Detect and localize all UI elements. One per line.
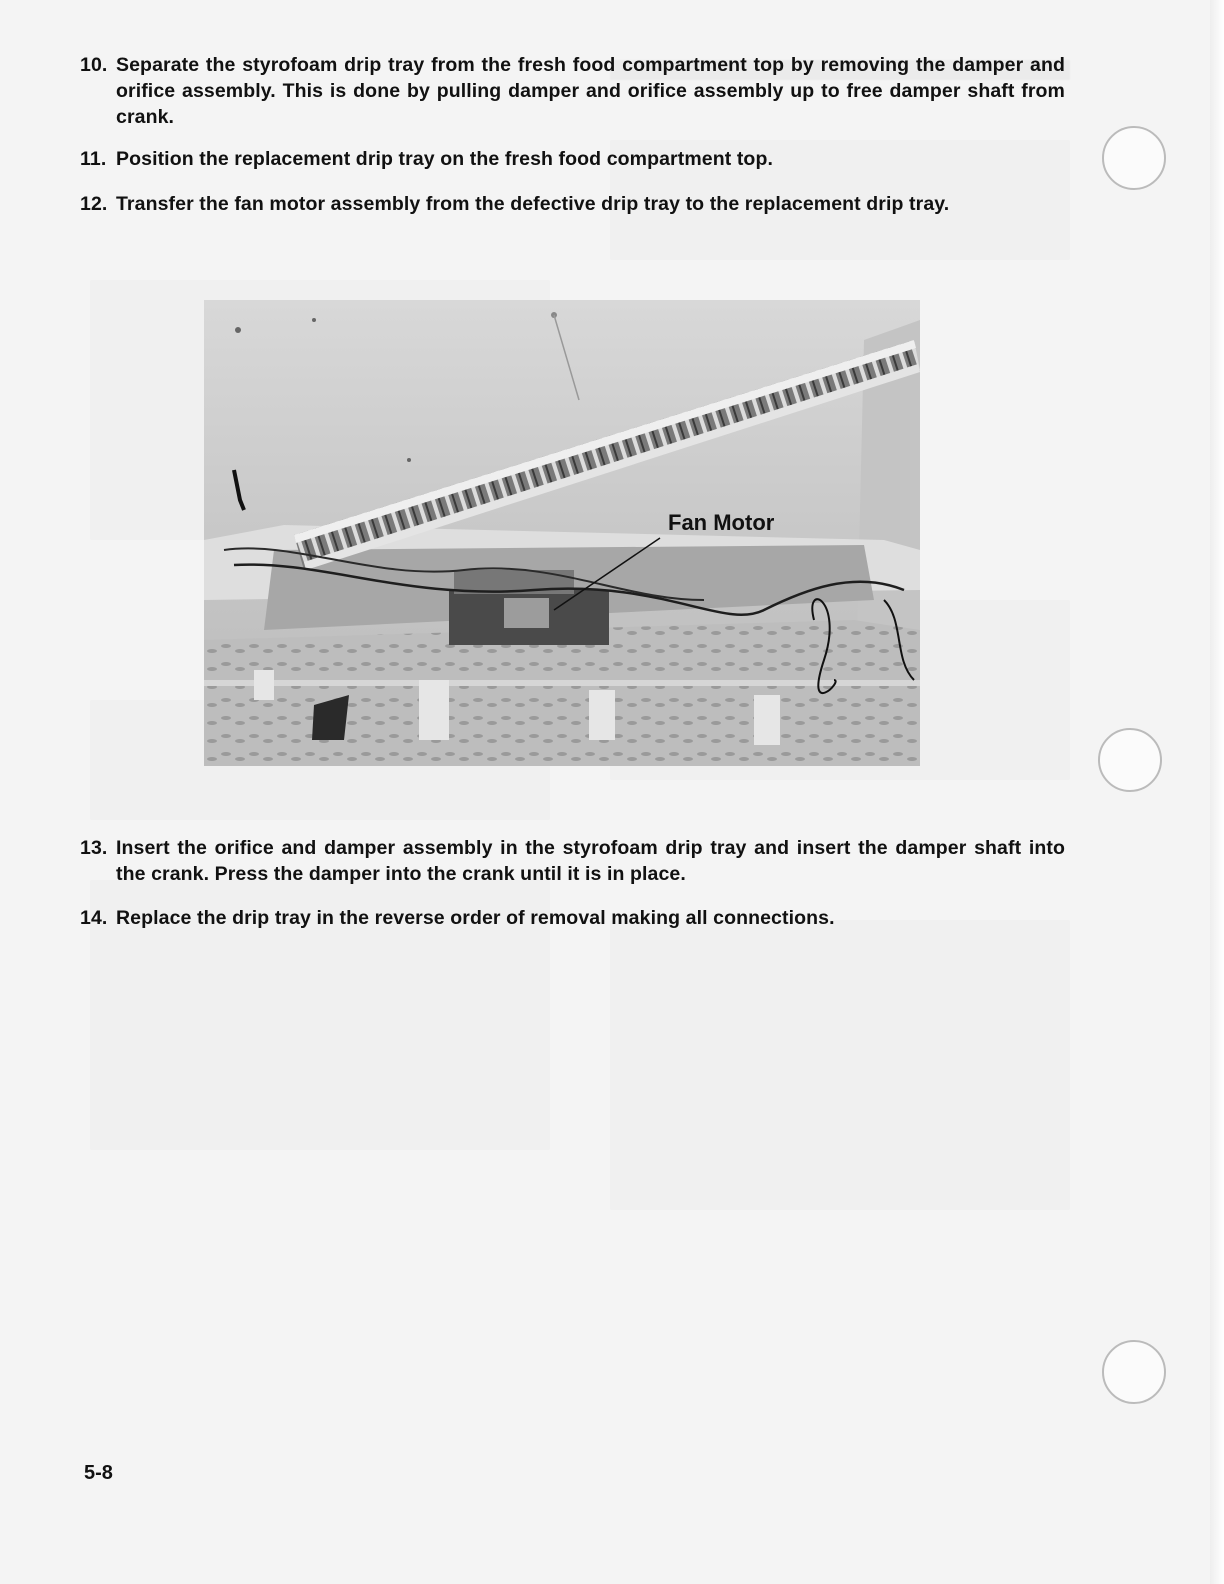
step-text: Transfer the fan motor assembly from the defective drip tray to the replacement drip tray. [116, 193, 950, 215]
step-number: 14. [80, 907, 108, 929]
step-number: 13. [80, 837, 108, 859]
step-13 [80, 835, 1065, 887]
binder-hole-icon [1098, 728, 1162, 792]
step-number: 12. [80, 193, 108, 215]
page-edge [1210, 0, 1224, 1584]
drip-tray-photo [204, 300, 920, 766]
step-text: Position the replacement drip tray on the fresh food compartment top. [116, 148, 773, 170]
photo-drip-tray-fan-motor-icon [204, 300, 920, 766]
step-14 [80, 905, 1065, 931]
binder-hole-icon [1102, 1340, 1166, 1404]
step-11 [80, 146, 1065, 172]
step-10 [80, 52, 1065, 130]
step-number: 10. [80, 54, 108, 76]
page-number: 5-8 [84, 1462, 113, 1484]
step-number: 11. [80, 148, 107, 170]
step-12 [80, 191, 1065, 217]
step-text: Separate the styrofoam drip tray from the fresh food compartment top by removing the damper and orifice assembly. This is done by pulling damper and orifice assembly up to free damper shaft from crank. [116, 54, 1065, 128]
step-text: Replace the drip tray in the reverse order of removal making all connections. [116, 907, 835, 929]
binder-hole-icon [1102, 126, 1166, 190]
step-text: Insert the orifice and damper assembly in the styrofoam drip tray and insert the damper shaft into the crank. Press the damper into the crank until it is in place. [116, 837, 1065, 885]
fan-motor-callout: Fan Motor [668, 510, 775, 535]
